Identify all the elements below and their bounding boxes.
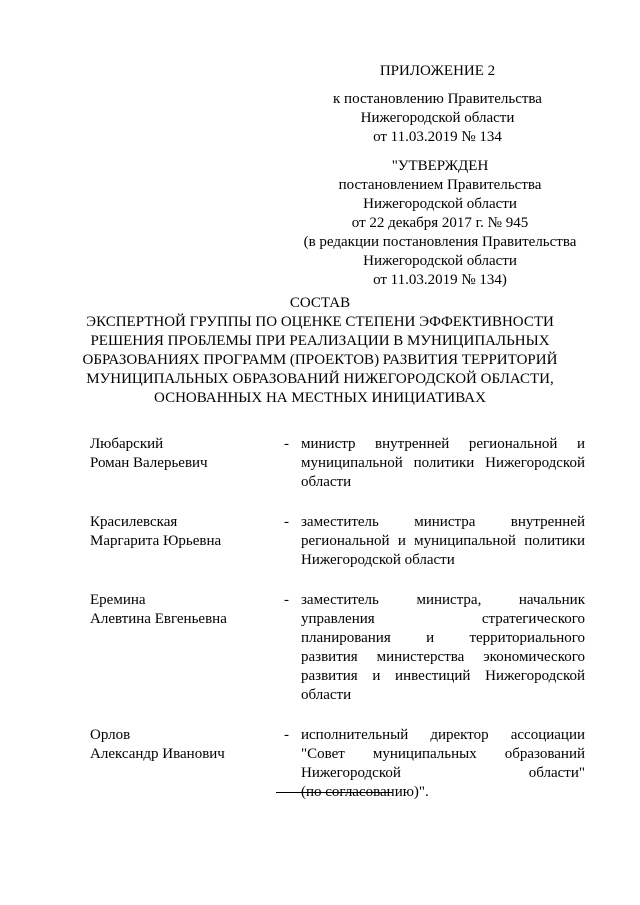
member-given-names: Роман Валерьевич	[90, 455, 208, 471]
closing-divider	[276, 792, 392, 793]
member-entry	[90, 726, 585, 802]
member-role	[301, 726, 585, 802]
member-role-line: Нижегородской области"	[301, 765, 585, 781]
member-surname: Любарский	[90, 436, 164, 452]
member-dash: -	[284, 592, 289, 608]
member-role-line: области	[301, 687, 352, 703]
member-role-line: региональной и муниципальной политики	[301, 533, 585, 549]
member-entry	[90, 591, 585, 705]
member-role-line: управления стратегического	[301, 611, 585, 627]
member-given-names: Александр Иванович	[90, 746, 225, 762]
member-role-line: "Совет муниципальных образований	[301, 746, 585, 762]
approval-line: от 22 декабря 2017 г. № 945	[351, 215, 529, 231]
member-role-line: заместитель министра, начальник	[301, 592, 585, 608]
member-entry	[90, 513, 585, 570]
member-name	[90, 435, 284, 473]
appendix-ref-line: Нижегородской области	[360, 110, 515, 126]
approval-line: "УТВЕРЖДЕН	[391, 158, 489, 174]
heading-line: РЕШЕНИЯ ПРОБЛЕМЫ ПРИ РЕАЛИЗАЦИИ В МУНИЦИПАЛЬНЫХ	[90, 333, 550, 349]
member-role-line: развития и инвестиций Нижегородской	[301, 668, 585, 684]
approval-line: Нижегородской области	[363, 196, 517, 212]
member-dash: -	[284, 436, 289, 452]
approval-line: (в редакции постановления Правительства	[303, 234, 577, 250]
heading-line: СОСТАВ	[289, 295, 351, 311]
members-list	[90, 435, 585, 823]
member-dash: -	[284, 727, 289, 743]
document-heading	[70, 294, 570, 408]
member-role-line: муниципальной политики Нижегородской	[301, 455, 585, 471]
member-role-line: планирования и территориального	[301, 630, 585, 646]
heading-line: ОБРАЗОВАНИЯХ ПРОГРАММ (ПРОЕКТОВ) РАЗВИТИЯ ТЕРРИТОРИЙ	[82, 352, 558, 368]
member-role-line: министр внутренней региональной и	[301, 436, 585, 452]
appendix-ref-line: к постановлению Правительства	[333, 91, 542, 107]
approval-line: Нижегородской области	[363, 253, 517, 269]
member-name	[90, 726, 284, 764]
member-role	[301, 435, 585, 492]
member-role-line: развития министерства экономического	[301, 649, 585, 665]
heading-line: ЭКСПЕРТНОЙ ГРУППЫ ПО ОЦЕНКЕ СТЕПЕНИ ЭФФЕКТИВНОСТИ	[86, 314, 554, 330]
member-surname: Красилевская	[90, 514, 178, 530]
approval-stamp-block	[295, 157, 585, 290]
member-role-line: Нижегородской области	[301, 552, 455, 568]
appendix-title-text: ПРИЛОЖЕНИЕ 2	[379, 63, 496, 79]
approval-line: от 11.03.2019 № 134)	[373, 272, 507, 288]
heading-line: МУНИЦИПАЛЬНЫХ ОБРАЗОВАНИЙ НИЖЕГОРОДСКОЙ ОБЛАСТИ,	[86, 371, 554, 387]
approval-line: постановлением Правительства	[338, 177, 542, 193]
member-given-names: Алевтина Евгеньевна	[90, 611, 227, 627]
member-name	[90, 591, 284, 629]
member-surname: Еремина	[90, 592, 146, 608]
appendix-title	[330, 62, 545, 81]
member-entry	[90, 435, 585, 492]
member-given-names: Маргарита Юрьевна	[90, 533, 222, 549]
member-role-line: заместитель министра внутренней	[301, 514, 585, 530]
member-name	[90, 513, 284, 551]
member-surname: Орлов	[90, 727, 131, 743]
member-role-line: (по согласованию)".	[301, 784, 429, 800]
member-role	[301, 591, 585, 705]
member-role-line: области	[301, 474, 352, 490]
appendix-reference	[330, 90, 545, 147]
heading-line: ОСНОВАННЫХ НА МЕСТНЫХ ИНИЦИАТИВАХ	[154, 390, 486, 406]
member-dash: -	[284, 514, 289, 530]
appendix-ref-line: от 11.03.2019 № 134	[373, 129, 502, 145]
member-role-line: исполнительный директор ассоциации	[301, 727, 585, 743]
member-role	[301, 513, 585, 570]
